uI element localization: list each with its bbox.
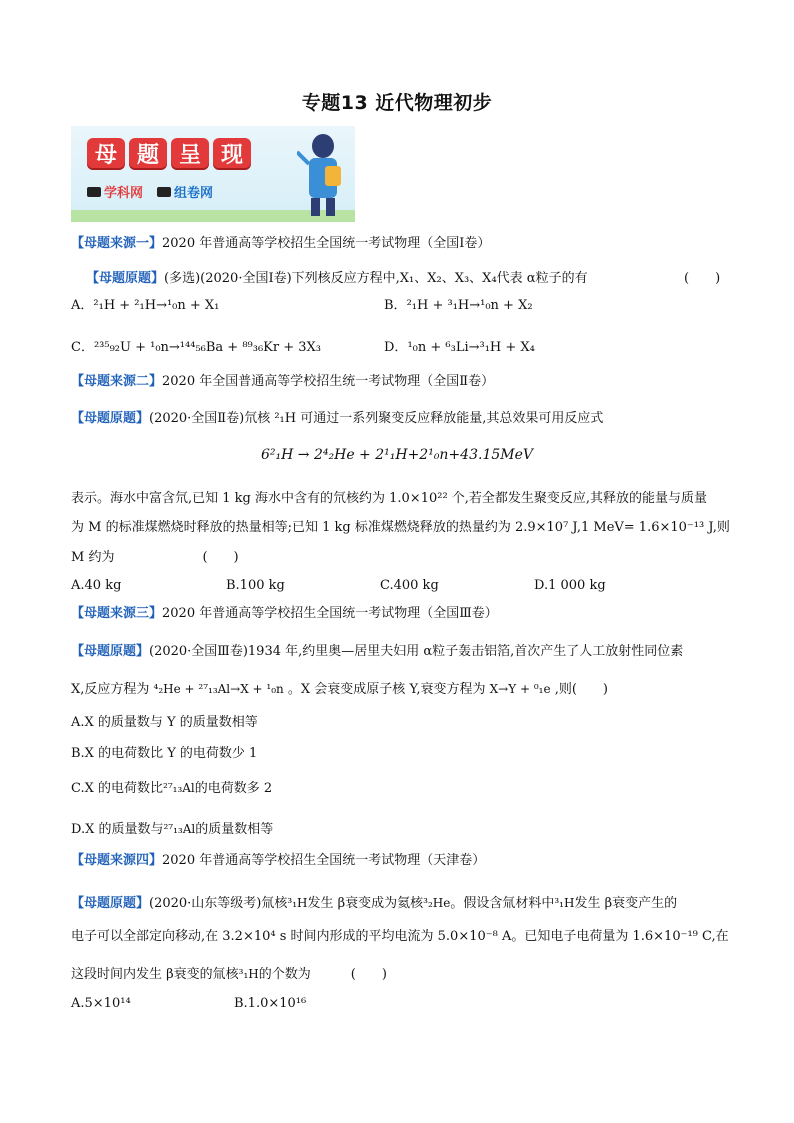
source-2: 【母题来源二】2020 年全国普通高等学校招生统一考试物理（全国Ⅱ卷） — [71, 374, 495, 389]
source-3: 【母题来源三】2020 年普通高等学校招生全国统一考试物理（全国Ⅲ卷） — [71, 606, 498, 621]
question-2-line-3: 为 M 的标准煤燃烧时释放的热量相等;已知 1 kg 标准煤燃烧释放的热量约为 2.9×10⁷ J,1 MeV= 1.6×10⁻¹³ J,则 — [71, 520, 730, 535]
q1-option-b: B．²₁H + ³₁H→¹₀n + X₂ — [384, 298, 533, 313]
q1-option-c: C．²³⁵₉₂U + ¹₀n→¹⁴⁴₅₆Ba + ⁸⁹₃₆Kr + 3X₃ — [71, 340, 321, 355]
banner-tile: 呈 — [171, 138, 209, 168]
banner-tile: 母 — [87, 138, 125, 168]
question-4-stem: 【母题原题】(2020·山东等级考)氚核³₁H发生 β衰变成为氦核³₂He。假设含氚材料中³₁H发生 β衰变产生的 — [71, 896, 678, 911]
banner-tile: 题 — [129, 138, 167, 168]
teacher-illustration-icon — [297, 132, 349, 218]
answer-bracket: ( ) — [684, 271, 721, 286]
question-4-line-3: 这段时间内发生 β衰变的氚核³₁H的个数为 ( ) — [71, 967, 387, 982]
source-1: 【母题来源一】2020 年普通高等学校招生全国统一考试物理（全国Ⅰ卷） — [71, 236, 491, 251]
q2-option-a: A.40 kg — [71, 578, 122, 593]
question-2-stem: 【母题原题】(2020·全国Ⅱ卷)氘核 ²₁H 可通过一系列聚变反应释放能量,其总效果可用反应式 — [71, 411, 604, 426]
source-4: 【母题来源四】2020 年普通高等学校招生全国统一考试物理（天津卷） — [71, 853, 486, 868]
banner-logos — [87, 182, 213, 201]
question-2-line-2: 表示。海水中富含氘,已知 1 kg 海水中含有的氘核约为 1.0×10²² 个,若全都发生聚变反应,其释放的能量与质量 — [71, 491, 708, 506]
page-title: 专题13 近代物理初步 — [301, 92, 493, 114]
banner-tiles — [87, 138, 251, 168]
q2-option-c: C.400 kg — [380, 578, 439, 593]
question-3-stem: 【母题原题】(2020·全国Ⅲ卷)1934 年,约里奥—居里夫妇用 α粒子轰击铝箔,首次产生了人工放射性同位素 — [71, 644, 684, 659]
reaction-equation: 6²₁H → 2⁴₂He + 2¹₁H+2¹₀n+43.15MeV — [261, 447, 533, 463]
q4-option-a: A.5×10¹⁴ — [71, 996, 131, 1011]
q3-option-b: B.X 的电荷数比 Y 的电荷数少 1 — [71, 746, 258, 761]
q3-option-d: D.X 的质量数与²⁷₁₃Al的质量数相等 — [71, 822, 274, 837]
question-3-line-2: X,反应方程为 ⁴₂He + ²⁷₁₃Al→X + ¹₀n 。X 会衰变成原子核 Y,衰变方程为 X→Y + ⁰₁e ,则( ) — [71, 682, 608, 697]
question-2-line-4: M 约为 ( ) — [71, 550, 239, 565]
banner-tile: 现 — [213, 138, 251, 168]
q1-option-d: D．¹₀n + ⁶₃Li→³₁H + X₄ — [384, 340, 535, 355]
q3-option-a: A.X 的质量数与 Y 的质量数相等 — [71, 715, 258, 730]
q1-option-a: A．²₁H + ²₁H→¹₀n + X₁ — [71, 298, 220, 313]
xuekewang-logo: 学科网 — [87, 182, 143, 201]
zujuanwang-logo: 组卷网 — [157, 182, 213, 201]
graduation-cap-icon — [87, 187, 101, 197]
question-4-line-2: 电子可以全部定向移动,在 3.2×10⁴ s 时间内形成的平均电流为 5.0×10⁻⁸ A。已知电子电荷量为 1.6×10⁻¹⁹ C,在 — [71, 929, 729, 944]
q3-option-c: C.X 的电荷数比²⁷₁₃Al的电荷数多 2 — [71, 781, 273, 796]
q4-option-b: B.1.0×10¹⁶ — [234, 996, 307, 1011]
q2-option-b: B.100 kg — [226, 578, 285, 593]
banner-image — [71, 126, 355, 222]
question-1-stem: 【母题原题】(多选)(2020·全国Ⅰ卷)下列核反应方程中,X₁、X₂、X₃、X₄代表 α粒子的有 — [86, 271, 588, 286]
q2-option-d: D.1 000 kg — [534, 578, 606, 593]
graduation-cap-icon — [157, 187, 171, 197]
